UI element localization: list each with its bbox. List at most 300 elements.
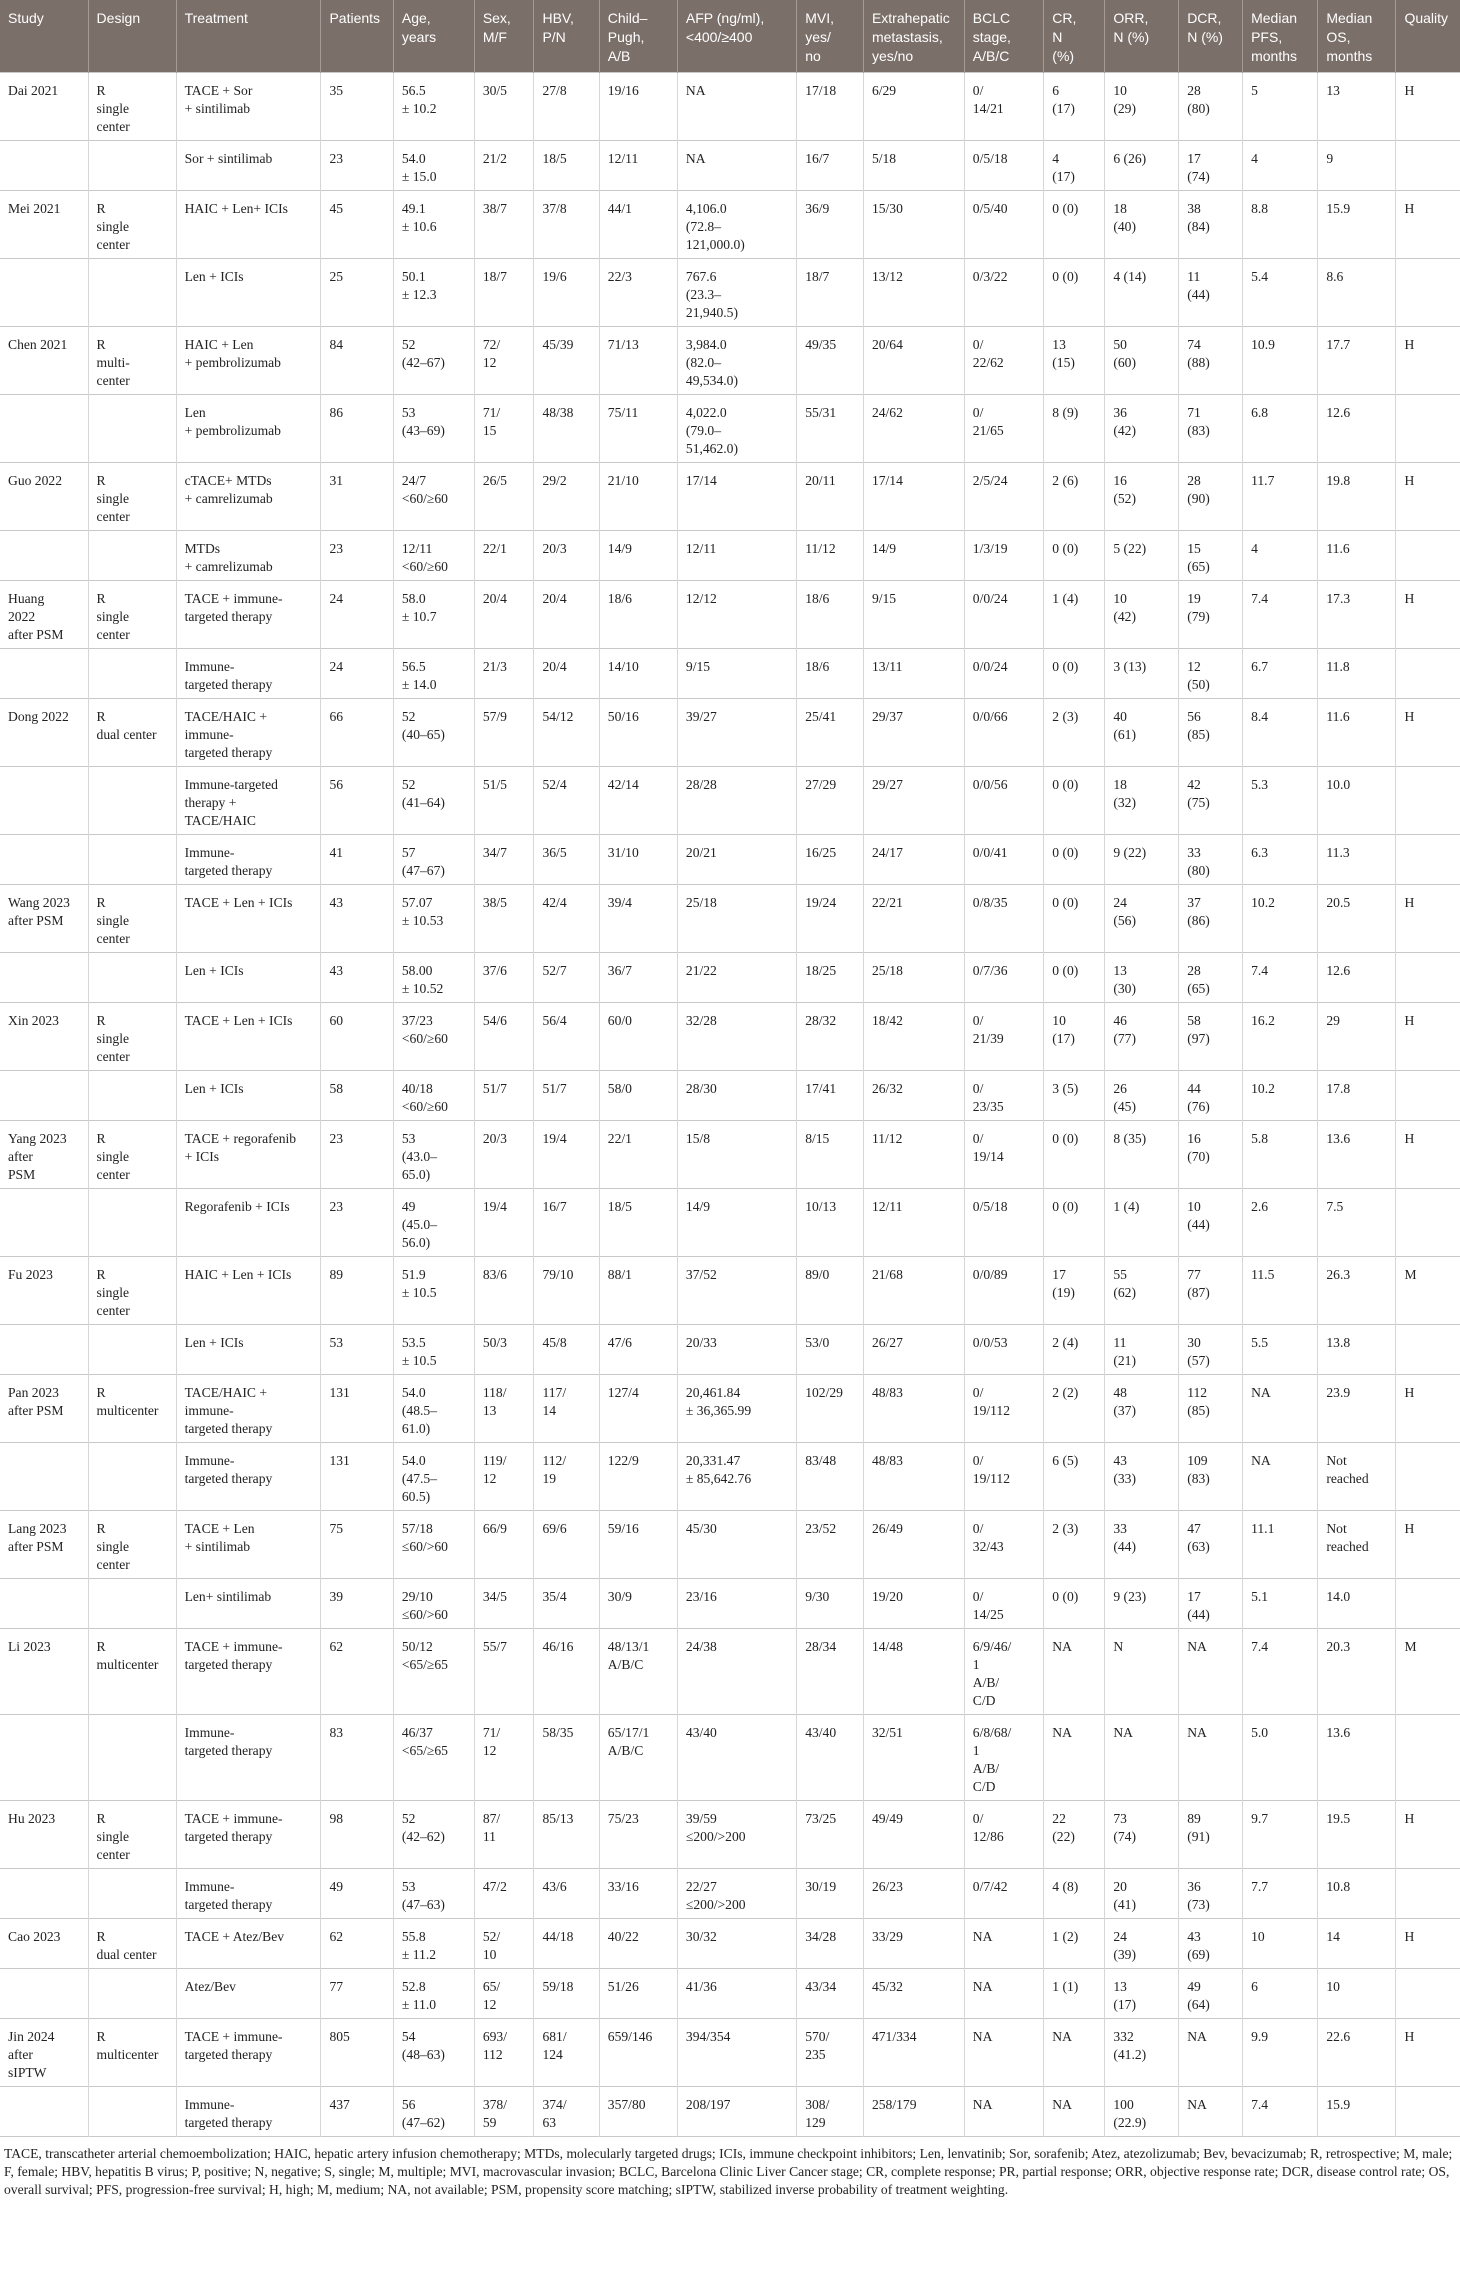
table-cell: M <box>1396 1257 1460 1325</box>
table-cell: 0/7/42 <box>964 1869 1044 1919</box>
table-cell: H <box>1396 327 1460 395</box>
table-cell: 83 <box>321 1715 393 1801</box>
table-cell: 43/34 <box>797 1969 864 2019</box>
table-cell: 37/8 <box>534 191 599 259</box>
table-cell: H <box>1396 1121 1460 1189</box>
table-cell: 5.8 <box>1243 1121 1318 1189</box>
table-cell: 10 (44) <box>1179 1189 1243 1257</box>
table-cell: 0/8/35 <box>964 885 1044 953</box>
table-cell: 66 <box>321 699 393 767</box>
table-cell: 357/80 <box>599 2087 677 2137</box>
table-cell: 0/0/53 <box>964 1325 1044 1375</box>
table-cell: 29/2 <box>534 463 599 531</box>
table-cell: 19 (79) <box>1179 581 1243 649</box>
table-cell: 24 <box>321 581 393 649</box>
table-cell: 20/64 <box>863 327 964 395</box>
table-cell: 13 <box>1318 73 1396 141</box>
table-cell: 6.3 <box>1243 835 1318 885</box>
table-cell: 9 (23) <box>1105 1579 1179 1629</box>
table-cell: 1 (4) <box>1105 1189 1179 1257</box>
table-cell: NA <box>1179 2019 1243 2087</box>
table-cell: 0/ 12/86 <box>964 1801 1044 1869</box>
table-cell: 17 (44) <box>1179 1579 1243 1629</box>
table-cell: 31/10 <box>599 835 677 885</box>
table-cell: 10 (17) <box>1044 1003 1105 1071</box>
table-cell: 37/52 <box>677 1257 796 1325</box>
table-cell: 41 <box>321 835 393 885</box>
table-cell: 51.9 ± 10.5 <box>393 1257 474 1325</box>
table-cell: Atez/Bev <box>176 1969 321 2019</box>
table-cell: 59/16 <box>599 1511 677 1579</box>
table-cell: 49 (45.0– 56.0) <box>393 1189 474 1257</box>
table-cell: 6 (5) <box>1044 1443 1105 1511</box>
table-cell: 681/ 124 <box>534 2019 599 2087</box>
table-cell: 46 (77) <box>1105 1003 1179 1071</box>
table-cell: 57/9 <box>474 699 534 767</box>
table-cell: 54 (48–63) <box>393 2019 474 2087</box>
table-cell: 26/23 <box>863 1869 964 1919</box>
column-header: Extrahepatic metastasis, yes/no <box>863 0 964 73</box>
table-row <box>0 835 1460 885</box>
table-cell: 44 (76) <box>1179 1071 1243 1121</box>
table-cell: Lang 2023 after PSM <box>8 1521 67 1554</box>
table-cell: NA <box>1044 2087 1105 2137</box>
table-cell: 14/9 <box>677 1189 796 1257</box>
table-cell: 56.5 ± 14.0 <box>393 649 474 699</box>
table-cell <box>88 1325 176 1375</box>
table-cell: 374/ 63 <box>534 2087 599 2137</box>
table-cell: 21/3 <box>474 649 534 699</box>
table-cell: 7.4 <box>1243 953 1318 1003</box>
table-cell: 48 (37) <box>1105 1375 1179 1443</box>
table-cell: 6 (26) <box>1105 141 1179 191</box>
table-cell: 12/11 <60/≥60 <box>393 531 474 581</box>
table-cell: 87/ 11 <box>474 1801 534 1869</box>
table-cell: 52 (41–64) <box>393 767 474 835</box>
table-cell: 10.8 <box>1318 1869 1396 1919</box>
table-cell: 38/5 <box>474 885 534 953</box>
table-cell: 1 (2) <box>1044 1919 1105 1969</box>
table-cell: 50/12 <65/≥65 <box>393 1629 474 1715</box>
table-cell: Len + pembrolizumab <box>176 395 321 463</box>
table-cell <box>0 1071 88 1121</box>
table-cell: 52 (40–65) <box>393 699 474 767</box>
table-cell: 0/ 14/25 <box>964 1579 1044 1629</box>
table-cell: 88/1 <box>599 1257 677 1325</box>
table-cell: R multicenter <box>88 1375 176 1443</box>
table-cell: 22/21 <box>863 885 964 953</box>
table-cell: 10.9 <box>1243 327 1318 395</box>
table-cell <box>88 767 176 835</box>
column-header: AFP (ng/ml), <400/≥400 <box>677 0 796 73</box>
table-cell: 49 <box>321 1869 393 1919</box>
table-cell: 378/ 59 <box>474 2087 534 2137</box>
table-row <box>0 1325 1460 1375</box>
table-cell: 122/9 <box>599 1443 677 1511</box>
table-cell: 17.7 <box>1318 327 1396 395</box>
table-cell: 131 <box>321 1443 393 1511</box>
table-cell: 0/5/40 <box>964 191 1044 259</box>
table-cell: 7.5 <box>1318 1189 1396 1257</box>
table-cell: 42/4 <box>534 885 599 953</box>
table-cell: 22/1 <box>599 1121 677 1189</box>
table-cell: 56 <box>321 767 393 835</box>
table-cell: 112 (85) <box>1179 1375 1243 1443</box>
table-cell: 83/6 <box>474 1257 534 1325</box>
table-cell: 84 <box>321 327 393 395</box>
table-cell: 39/4 <box>599 885 677 953</box>
table-cell: Len + ICIs <box>176 1071 321 1121</box>
table-cell: 14.0 <box>1318 1579 1396 1629</box>
table-cell: 13 (15) <box>1044 327 1105 395</box>
table-cell: 51/5 <box>474 767 534 835</box>
table-cell: 50/16 <box>599 699 677 767</box>
table-cell: 13.6 <box>1318 1715 1396 1801</box>
table-cell: Immune- targeted therapy <box>176 835 321 885</box>
table-cell: 9 <box>1318 141 1396 191</box>
table-cell: 40/22 <box>599 1919 677 1969</box>
table-cell: 31 <box>321 463 393 531</box>
table-cell: TACE + Len + sintilimab <box>176 1511 321 1579</box>
table-cell: 12/12 <box>677 581 796 649</box>
table-cell: 32/51 <box>863 1715 964 1801</box>
table-cell: 18/7 <box>474 259 534 327</box>
table-cell <box>1396 531 1460 581</box>
table-cell: Dong 2022 <box>8 709 69 724</box>
table-cell <box>88 1869 176 1919</box>
table-cell: 18/5 <box>599 1189 677 1257</box>
table-cell: 77 <box>321 1969 393 2019</box>
table-cell: 36 (73) <box>1179 1869 1243 1919</box>
table-cell: 0 (0) <box>1044 649 1105 699</box>
table-cell: 15.9 <box>1318 191 1396 259</box>
table-cell: Yang 2023 after PSM <box>8 1131 67 1182</box>
table-cell: 20,331.47 ± 85,642.76 <box>677 1443 796 1511</box>
table-cell: 22/3 <box>599 259 677 327</box>
table-cell: 71/ 12 <box>474 1715 534 1801</box>
table-cell: 0/ 23/35 <box>964 1071 1044 1121</box>
table-cell: 40 (61) <box>1105 699 1179 767</box>
table-cell: 4 <box>1243 531 1318 581</box>
table-cell: 19/4 <box>534 1121 599 1189</box>
table-cell: R single center <box>88 1257 176 1325</box>
table-cell: 11.3 <box>1318 835 1396 885</box>
table-cell: 30/19 <box>797 1869 864 1919</box>
table-cell: 32/28 <box>677 1003 796 1071</box>
table-cell: 24/17 <box>863 835 964 885</box>
table-cell: 29/10 ≤60/>60 <box>393 1579 474 1629</box>
table-cell: Guo 2022 <box>8 473 62 488</box>
table-cell: 17/14 <box>863 463 964 531</box>
table-cell: 35/4 <box>534 1579 599 1629</box>
table-cell: Immune- targeted therapy <box>176 1869 321 1919</box>
table-cell: 12/11 <box>599 141 677 191</box>
table-cell: 29/27 <box>863 767 964 835</box>
table-cell: R single center <box>88 1003 176 1071</box>
table-row <box>0 767 1460 835</box>
table-cell: 13/12 <box>863 259 964 327</box>
table-cell: Not reached <box>1318 1443 1396 1511</box>
table-cell: 19/20 <box>863 1579 964 1629</box>
table-cell: 58.0 ± 10.7 <box>393 581 474 649</box>
table-cell: 0/3/22 <box>964 259 1044 327</box>
table-cell <box>0 1443 88 1511</box>
table-cell: 16 (52) <box>1105 463 1179 531</box>
table-cell: 13 (17) <box>1105 1969 1179 2019</box>
table-cell: 19.5 <box>1318 1801 1396 1869</box>
table-cell: Cao 2023 <box>8 1929 61 1944</box>
table-cell: 53 <box>321 1325 393 1375</box>
table-cell: 5.3 <box>1243 767 1318 835</box>
table-cell: 16/7 <box>534 1189 599 1257</box>
table-cell: 23/16 <box>677 1579 796 1629</box>
table-cell: 75/11 <box>599 395 677 463</box>
table-cell: 45/30 <box>677 1511 796 1579</box>
table-cell: 11/12 <box>797 531 864 581</box>
table-cell: 659/146 <box>599 2019 677 2087</box>
table-cell: 19/24 <box>797 885 864 953</box>
table-row <box>0 1257 1460 1325</box>
table-cell: 37 (86) <box>1179 885 1243 953</box>
table-cell: 26/5 <box>474 463 534 531</box>
table-cell: 44/18 <box>534 1919 599 1969</box>
table-row <box>0 1801 1460 1869</box>
table-cell: H <box>1396 699 1460 767</box>
table-cell: Immune- targeted therapy <box>176 2087 321 2137</box>
table-cell: 89 (91) <box>1179 1801 1243 1869</box>
table-cell: NA <box>1044 2019 1105 2087</box>
table-cell: 332 (41.2) <box>1105 2019 1179 2087</box>
table-cell: TACE + immune- targeted therapy <box>176 1629 321 1715</box>
table-cell: 15/8 <box>677 1121 796 1189</box>
table-cell: Immune- targeted therapy <box>176 1443 321 1511</box>
table-cell: 73 (74) <box>1105 1801 1179 1869</box>
table-cell: 0/5/18 <box>964 1189 1044 1257</box>
table-cell: 2/5/24 <box>964 463 1044 531</box>
table-cell: 13 (30) <box>1105 953 1179 1003</box>
table-cell: HAIC + Len + pembrolizumab <box>176 327 321 395</box>
table-cell: TACE/HAIC + immune- targeted therapy <box>176 1375 321 1443</box>
table-cell: 0/ 19/112 <box>964 1443 1044 1511</box>
table-cell: 6/29 <box>863 73 964 141</box>
table-cell: 0/ 19/14 <box>964 1121 1044 1189</box>
table-row <box>0 953 1460 1003</box>
table-cell: 36 (42) <box>1105 395 1179 463</box>
table-cell: 51/7 <box>474 1071 534 1121</box>
table-cell: 8 (35) <box>1105 1121 1179 1189</box>
table-row <box>0 2019 1460 2087</box>
table-cell: 102/29 <box>797 1375 864 1443</box>
table-cell: 14/48 <box>863 1629 964 1715</box>
table-row <box>0 699 1460 767</box>
table-cell: 11.6 <box>1318 699 1396 767</box>
table-cell: 20/4 <box>474 581 534 649</box>
table-cell: 39 <box>321 1579 393 1629</box>
column-header: CR, N (%) <box>1044 0 1105 73</box>
table-cell: 11 (21) <box>1105 1325 1179 1375</box>
table-cell: 308/ 129 <box>797 2087 864 2137</box>
table-cell: Chen 2021 <box>8 337 68 352</box>
table-cell: 20/33 <box>677 1325 796 1375</box>
table-cell: 394/354 <box>677 2019 796 2087</box>
table-cell: TACE + regorafenib + ICIs <box>176 1121 321 1189</box>
table-row <box>0 531 1460 581</box>
table-cell: Len + ICIs <box>176 259 321 327</box>
table-row <box>0 2087 1460 2137</box>
table-cell: 44/1 <box>599 191 677 259</box>
table-cell: 9/15 <box>677 649 796 699</box>
table-cell: 26/32 <box>863 1071 964 1121</box>
table-cell: R dual center <box>88 1919 176 1969</box>
table-cell: 12/11 <box>677 531 796 581</box>
table-cell: 53.5 ± 10.5 <box>393 1325 474 1375</box>
table-cell: 1 (4) <box>1044 581 1105 649</box>
column-header: Study <box>0 0 88 73</box>
table-cell: 50.1 ± 12.3 <box>393 259 474 327</box>
table-cell: 14 <box>1318 1919 1396 1969</box>
table-cell <box>88 1443 176 1511</box>
table-cell <box>0 259 88 327</box>
table-cell <box>88 1715 176 1801</box>
table-cell: NA <box>1243 1443 1318 1511</box>
table-cell: 0/ 22/62 <box>964 327 1044 395</box>
table-cell: NA <box>964 2087 1044 2137</box>
table-cell: 28/30 <box>677 1071 796 1121</box>
table-cell: 0 (0) <box>1044 767 1105 835</box>
table-cell: 22/1 <box>474 531 534 581</box>
table-cell: 28 (65) <box>1179 953 1243 1003</box>
column-header: Median PFS, months <box>1243 0 1318 73</box>
table-cell: 117/ 14 <box>534 1375 599 1443</box>
table-cell: 18 (40) <box>1105 191 1179 259</box>
table-cell: 11.8 <box>1318 649 1396 699</box>
table-cell: Immune-targeted therapy + TACE/HAIC <box>176 767 321 835</box>
table-cell: 17/18 <box>797 73 864 141</box>
table-row <box>0 1003 1460 1071</box>
table-cell: 18 (32) <box>1105 767 1179 835</box>
table-cell: R single center <box>88 1121 176 1189</box>
table-cell: 24 (56) <box>1105 885 1179 953</box>
table-cell: 15 (65) <box>1179 531 1243 581</box>
table-cell: 12/11 <box>863 1189 964 1257</box>
table-cell <box>0 1715 88 1801</box>
table-cell: 18/6 <box>599 581 677 649</box>
table-cell: 43/40 <box>677 1715 796 1801</box>
table-cell <box>0 395 88 463</box>
table-cell: 10 <box>1318 1969 1396 2019</box>
table-cell: 18/6 <box>797 581 864 649</box>
table-cell: 89 <box>321 1257 393 1325</box>
table-cell <box>0 1969 88 2019</box>
table-cell: 65/ 12 <box>474 1969 534 2019</box>
table-cell: 34/7 <box>474 835 534 885</box>
table-cell: 3 (5) <box>1044 1071 1105 1121</box>
table-cell: 34/28 <box>797 1919 864 1969</box>
table-cell: 26.3 <box>1318 1257 1396 1325</box>
table-cell: 8.6 <box>1318 259 1396 327</box>
table-cell: 6.8 <box>1243 395 1318 463</box>
table-cell <box>88 531 176 581</box>
table-cell <box>1396 1579 1460 1629</box>
table-cell: NA <box>1243 1375 1318 1443</box>
table-cell: MTDs + camrelizumab <box>176 531 321 581</box>
column-header: Quality <box>1396 0 1460 73</box>
table-cell: 27/8 <box>534 73 599 141</box>
table-cell: 57/18 ≤60/>60 <box>393 1511 474 1579</box>
table-cell: 16 (70) <box>1179 1121 1243 1189</box>
table-cell: 2 (6) <box>1044 463 1105 531</box>
table-cell: 0/5/18 <box>964 141 1044 191</box>
table-cell: Immune- targeted therapy <box>176 649 321 699</box>
table-cell: H <box>1396 463 1460 531</box>
table-cell: 208/197 <box>677 2087 796 2137</box>
table-cell: 53/0 <box>797 1325 864 1375</box>
table-cell: R single center <box>88 191 176 259</box>
table-cell <box>88 1189 176 1257</box>
table-row <box>0 1715 1460 1801</box>
table-cell: 11.5 <box>1243 1257 1318 1325</box>
table-cell <box>88 1969 176 2019</box>
table-row <box>0 141 1460 191</box>
table-cell: 10 (42) <box>1105 581 1179 649</box>
column-header: Treatment <box>176 0 321 73</box>
table-cell: 52 (42–62) <box>393 1801 474 1869</box>
table-cell <box>1396 1325 1460 1375</box>
table-cell: 55/7 <box>474 1629 534 1715</box>
table-cell: 50 (60) <box>1105 327 1179 395</box>
table-cell: 53 (43–69) <box>393 395 474 463</box>
table-row <box>0 1969 1460 2019</box>
table-cell: 10/13 <box>797 1189 864 1257</box>
table-cell: 20/4 <box>534 649 599 699</box>
table-cell: 0/0/56 <box>964 767 1044 835</box>
table-cell: Sor + sintilimab <box>176 141 321 191</box>
table-cell: Dai 2021 <box>8 83 59 98</box>
table-cell: 17.8 <box>1318 1071 1396 1121</box>
column-header: BCLC stage, A/B/C <box>964 0 1044 73</box>
table-cell: 17/14 <box>677 463 796 531</box>
table-cell: 19.8 <box>1318 463 1396 531</box>
table-cell: 28/28 <box>677 767 796 835</box>
table-cell: 4 (17) <box>1044 141 1105 191</box>
table-cell: Len + ICIs <box>176 1325 321 1375</box>
table-cell: 8.8 <box>1243 191 1318 259</box>
table-cell: 79/10 <box>534 1257 599 1325</box>
table-cell: 23/52 <box>797 1511 864 1579</box>
table-cell: TACE + Len + ICIs <box>176 1003 321 1071</box>
table-cell: HAIC + Len+ ICIs <box>176 191 321 259</box>
table-cell: 100 (22.9) <box>1105 2087 1179 2137</box>
table-cell: 35 <box>321 73 393 141</box>
table-cell: 45/32 <box>863 1969 964 2019</box>
table-cell: 7.4 <box>1243 2087 1318 2137</box>
table-cell: 75 <box>321 1511 393 1579</box>
table-cell: 10.2 <box>1243 1071 1318 1121</box>
table-cell: 18/42 <box>863 1003 964 1071</box>
table-cell: 48/83 <box>863 1375 964 1443</box>
table-cell: Hu 2023 <box>8 1811 56 1826</box>
table-cell: 1 (1) <box>1044 1969 1105 2019</box>
table-cell: 7.4 <box>1243 581 1318 649</box>
table-cell: 42/14 <box>599 767 677 835</box>
table-cell: 131 <box>321 1375 393 1443</box>
table-cell: 77 (87) <box>1179 1257 1243 1325</box>
table-cell: 118/ 13 <box>474 1375 534 1443</box>
table-cell: 66/9 <box>474 1511 534 1579</box>
table-cell <box>88 395 176 463</box>
table-cell <box>88 259 176 327</box>
table-cell <box>1396 1189 1460 1257</box>
